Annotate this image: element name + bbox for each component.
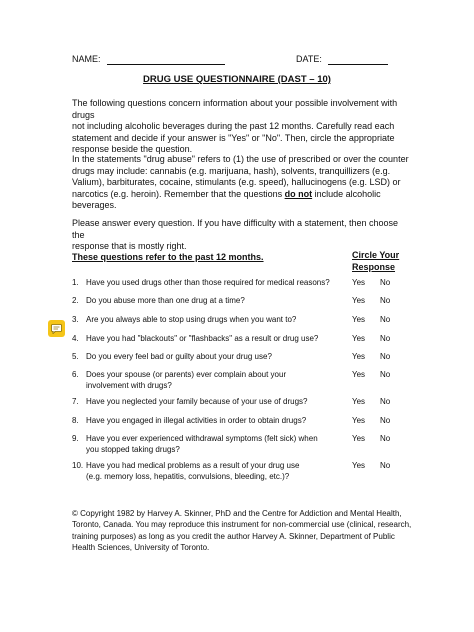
question-text-line: involvement with drugs? — [86, 380, 172, 390]
question-text — [86, 434, 318, 455]
question-text-line: Have you used drugs other than those required for medical reasons? — [86, 278, 330, 287]
question-text-line: Does your spouse (or parents) ever complain about your — [86, 370, 287, 379]
question-number: 3. — [72, 315, 79, 324]
question-number: 7. — [72, 397, 79, 406]
response-yes[interactable]: Yes — [352, 461, 366, 470]
intro-p2-line: drugs may include: cannabis (e.g. marijuana, hash), solvents, tranquillizers (e.g. — [72, 165, 391, 176]
response-yes[interactable]: Yes — [352, 416, 366, 425]
intro-paragraph-3 — [72, 218, 412, 253]
response-no[interactable]: No — [380, 315, 391, 324]
intro-p2-line: beverages. — [72, 200, 117, 211]
response-header-line: Response — [352, 262, 396, 272]
document-title: DRUG USE QUESTIONNAIRE (DAST – 10) — [143, 74, 331, 85]
questions-header: These questions refer to the past 12 months. — [72, 252, 264, 262]
question-number: 10. — [72, 461, 84, 470]
intro-p1-line: statement and decide if your answer is "Yes" or "No". Then, circle the appropriate — [72, 132, 395, 143]
date-blank-line — [328, 54, 388, 65]
response-no[interactable]: No — [380, 397, 391, 406]
question-text-line: Do you abuse more than one drug at a time? — [86, 296, 245, 305]
name-blank-line — [107, 54, 225, 65]
question-text — [86, 397, 307, 408]
response-no[interactable]: No — [380, 278, 391, 287]
question-text-line: Have you ever experienced withdrawal symptoms (felt sick) when — [86, 434, 318, 443]
question-text — [86, 370, 286, 391]
intro-p1-line: response beside the question. — [72, 144, 193, 155]
intro-p1-line: not including alcoholic beverages during the past 12 months. Carefully read each — [72, 121, 395, 132]
question-text-line: Have you had medical problems as a result of your drug use — [86, 461, 300, 470]
emphasis-do-not: do not — [284, 188, 313, 199]
question-number: 2. — [72, 296, 79, 305]
question-text — [86, 278, 330, 289]
name-field — [72, 53, 225, 65]
date-field — [296, 53, 388, 65]
response-yes[interactable]: Yes — [352, 315, 366, 324]
question-text-line: Have you neglected your family because of your use of drugs? — [86, 397, 308, 406]
response-no[interactable]: No — [380, 370, 391, 379]
intro-p2-line: In the statements "drug abuse" refers to (1) the use of prescribed or over the counter — [72, 154, 409, 164]
date-label: DATE: — [296, 54, 322, 64]
name-label: NAME: — [72, 54, 101, 64]
response-yes[interactable]: Yes — [352, 434, 366, 443]
question-text-line: Have you engaged in illegal activities in order to obtain drugs? — [86, 416, 307, 425]
question-number: 9. — [72, 434, 79, 443]
response-header-line: Circle Your — [352, 250, 400, 260]
response-header — [352, 249, 399, 273]
question-text-line: Are you always able to stop using drugs when you want to? — [86, 315, 297, 324]
question-number: 8. — [72, 416, 79, 425]
response-yes[interactable]: Yes — [352, 352, 366, 361]
intro-p2-text: narcotics (e.g. heroin). Remember that the questions — [72, 188, 285, 199]
response-yes[interactable]: Yes — [352, 334, 366, 343]
question-text-line: Do you every feel bad or guilty about your drug use? — [86, 352, 272, 361]
question-number: 4. — [72, 334, 79, 343]
intro-paragraph-2 — [72, 154, 412, 212]
copyright-notice — [72, 508, 411, 553]
response-no[interactable]: No — [380, 296, 391, 305]
response-no[interactable]: No — [380, 334, 391, 343]
question-text-line: (e.g. memory loss, hepatitis, convulsions, bleeding, etc.)? — [86, 471, 290, 481]
question-text — [86, 416, 306, 427]
question-text — [86, 315, 296, 326]
comment-icon[interactable] — [48, 320, 65, 337]
intro-paragraph-1 — [72, 98, 412, 156]
question-text — [86, 461, 299, 482]
question-text — [86, 352, 272, 363]
response-no[interactable]: No — [380, 461, 391, 470]
copyright-line: Health Sciences, University of Toronto. — [72, 542, 210, 552]
intro-p1-line: The following questions concern information about your possible involvement with drugs — [72, 98, 398, 120]
question-number: 1. — [72, 278, 79, 287]
question-text — [86, 296, 245, 307]
response-yes[interactable]: Yes — [352, 296, 366, 305]
response-yes[interactable]: Yes — [352, 397, 366, 406]
question-text-line: you stopped taking drugs? — [86, 444, 180, 454]
response-no[interactable]: No — [380, 434, 391, 443]
copyright-line: training purposes) as long as you credit the author Harvey A. Skinner, Department of Public — [72, 531, 395, 541]
question-number: 5. — [72, 352, 79, 361]
copyright-line: Toronto, Canada. You may reproduce this instrument for non-commercial use (clinical, research, — [72, 520, 412, 530]
response-no[interactable]: No — [380, 416, 391, 425]
response-yes[interactable]: Yes — [352, 370, 366, 379]
intro-p2-line — [72, 189, 412, 201]
intro-p3-line: Please answer every question. If you have difficulty with a statement, then choose the — [72, 218, 399, 240]
speech-bubble-icon — [51, 324, 62, 334]
question-number: 6. — [72, 370, 79, 379]
question-text — [86, 334, 318, 345]
response-yes[interactable]: Yes — [352, 278, 366, 287]
intro-p2-text: include alcoholic — [312, 188, 381, 199]
question-text-line: Have you had "blackouts" or "flashbacks" as a result or drug use? — [86, 334, 319, 343]
copyright-line: © Copyright 1982 by Harvey A. Skinner, PhD and the Centre for Addiction and Mental Health, — [72, 509, 402, 518]
intro-p2-line: Valium), barbiturates, cocaine, stimulants (e.g. speed), hallucinogens (e.g. LSD) or — [72, 177, 401, 188]
response-no[interactable]: No — [380, 352, 391, 361]
intro-p3-line: response that is mostly right. — [72, 241, 187, 252]
